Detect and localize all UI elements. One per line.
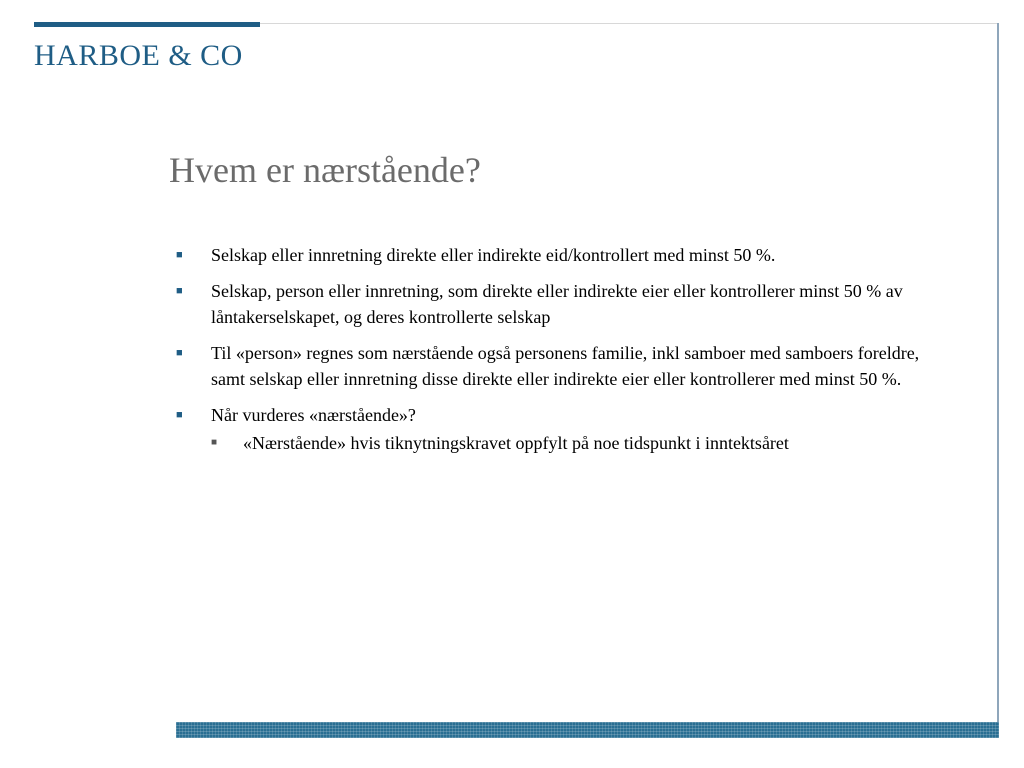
sub-bullet-marker-icon: ■ xyxy=(211,437,218,448)
right-border-line xyxy=(997,23,999,738)
bullet-item xyxy=(176,242,956,268)
bullet-text: Selskap eller innretning direkte eller indirekte eid/kontrollert med minst 50 %. xyxy=(211,245,776,265)
bullet-text: Til «person» regnes som nærstående også personens familie, inkl samboer med samboers foreldre, samt selskap eller innretning disse direkte eller indirekte eier eller kontrollerer med minst 50 %. xyxy=(211,343,920,389)
top-border-line xyxy=(260,23,998,24)
logo-accent-bar xyxy=(34,22,260,27)
bullet-text: Når vurderes «nærstående»? xyxy=(211,405,416,425)
bullet-marker-icon: ■ xyxy=(176,285,183,297)
bullet-marker-icon: ■ xyxy=(176,347,183,359)
footer-band xyxy=(176,722,999,738)
bullet-list xyxy=(176,242,956,456)
slide-title: Hvem er nærstående? xyxy=(169,150,481,190)
bullet-item xyxy=(176,402,956,428)
bullet-item xyxy=(176,340,956,392)
sub-bullet-item xyxy=(211,430,956,456)
bullet-item xyxy=(176,278,956,330)
sub-bullet-text: «Nærstående» hvis tiknytningskravet oppfylt på noe tidspunkt i inntektsåret xyxy=(243,433,789,453)
bullet-text: Selskap, person eller innretning, som direkte eller indirekte eier eller kontrollerer minst 50 % av låntakerselskapet, og deres kontrollerte selskap xyxy=(211,281,903,327)
company-logo: HARBOE & CO xyxy=(34,39,243,72)
bullet-marker-icon: ■ xyxy=(176,409,183,421)
bullet-marker-icon: ■ xyxy=(176,249,183,261)
